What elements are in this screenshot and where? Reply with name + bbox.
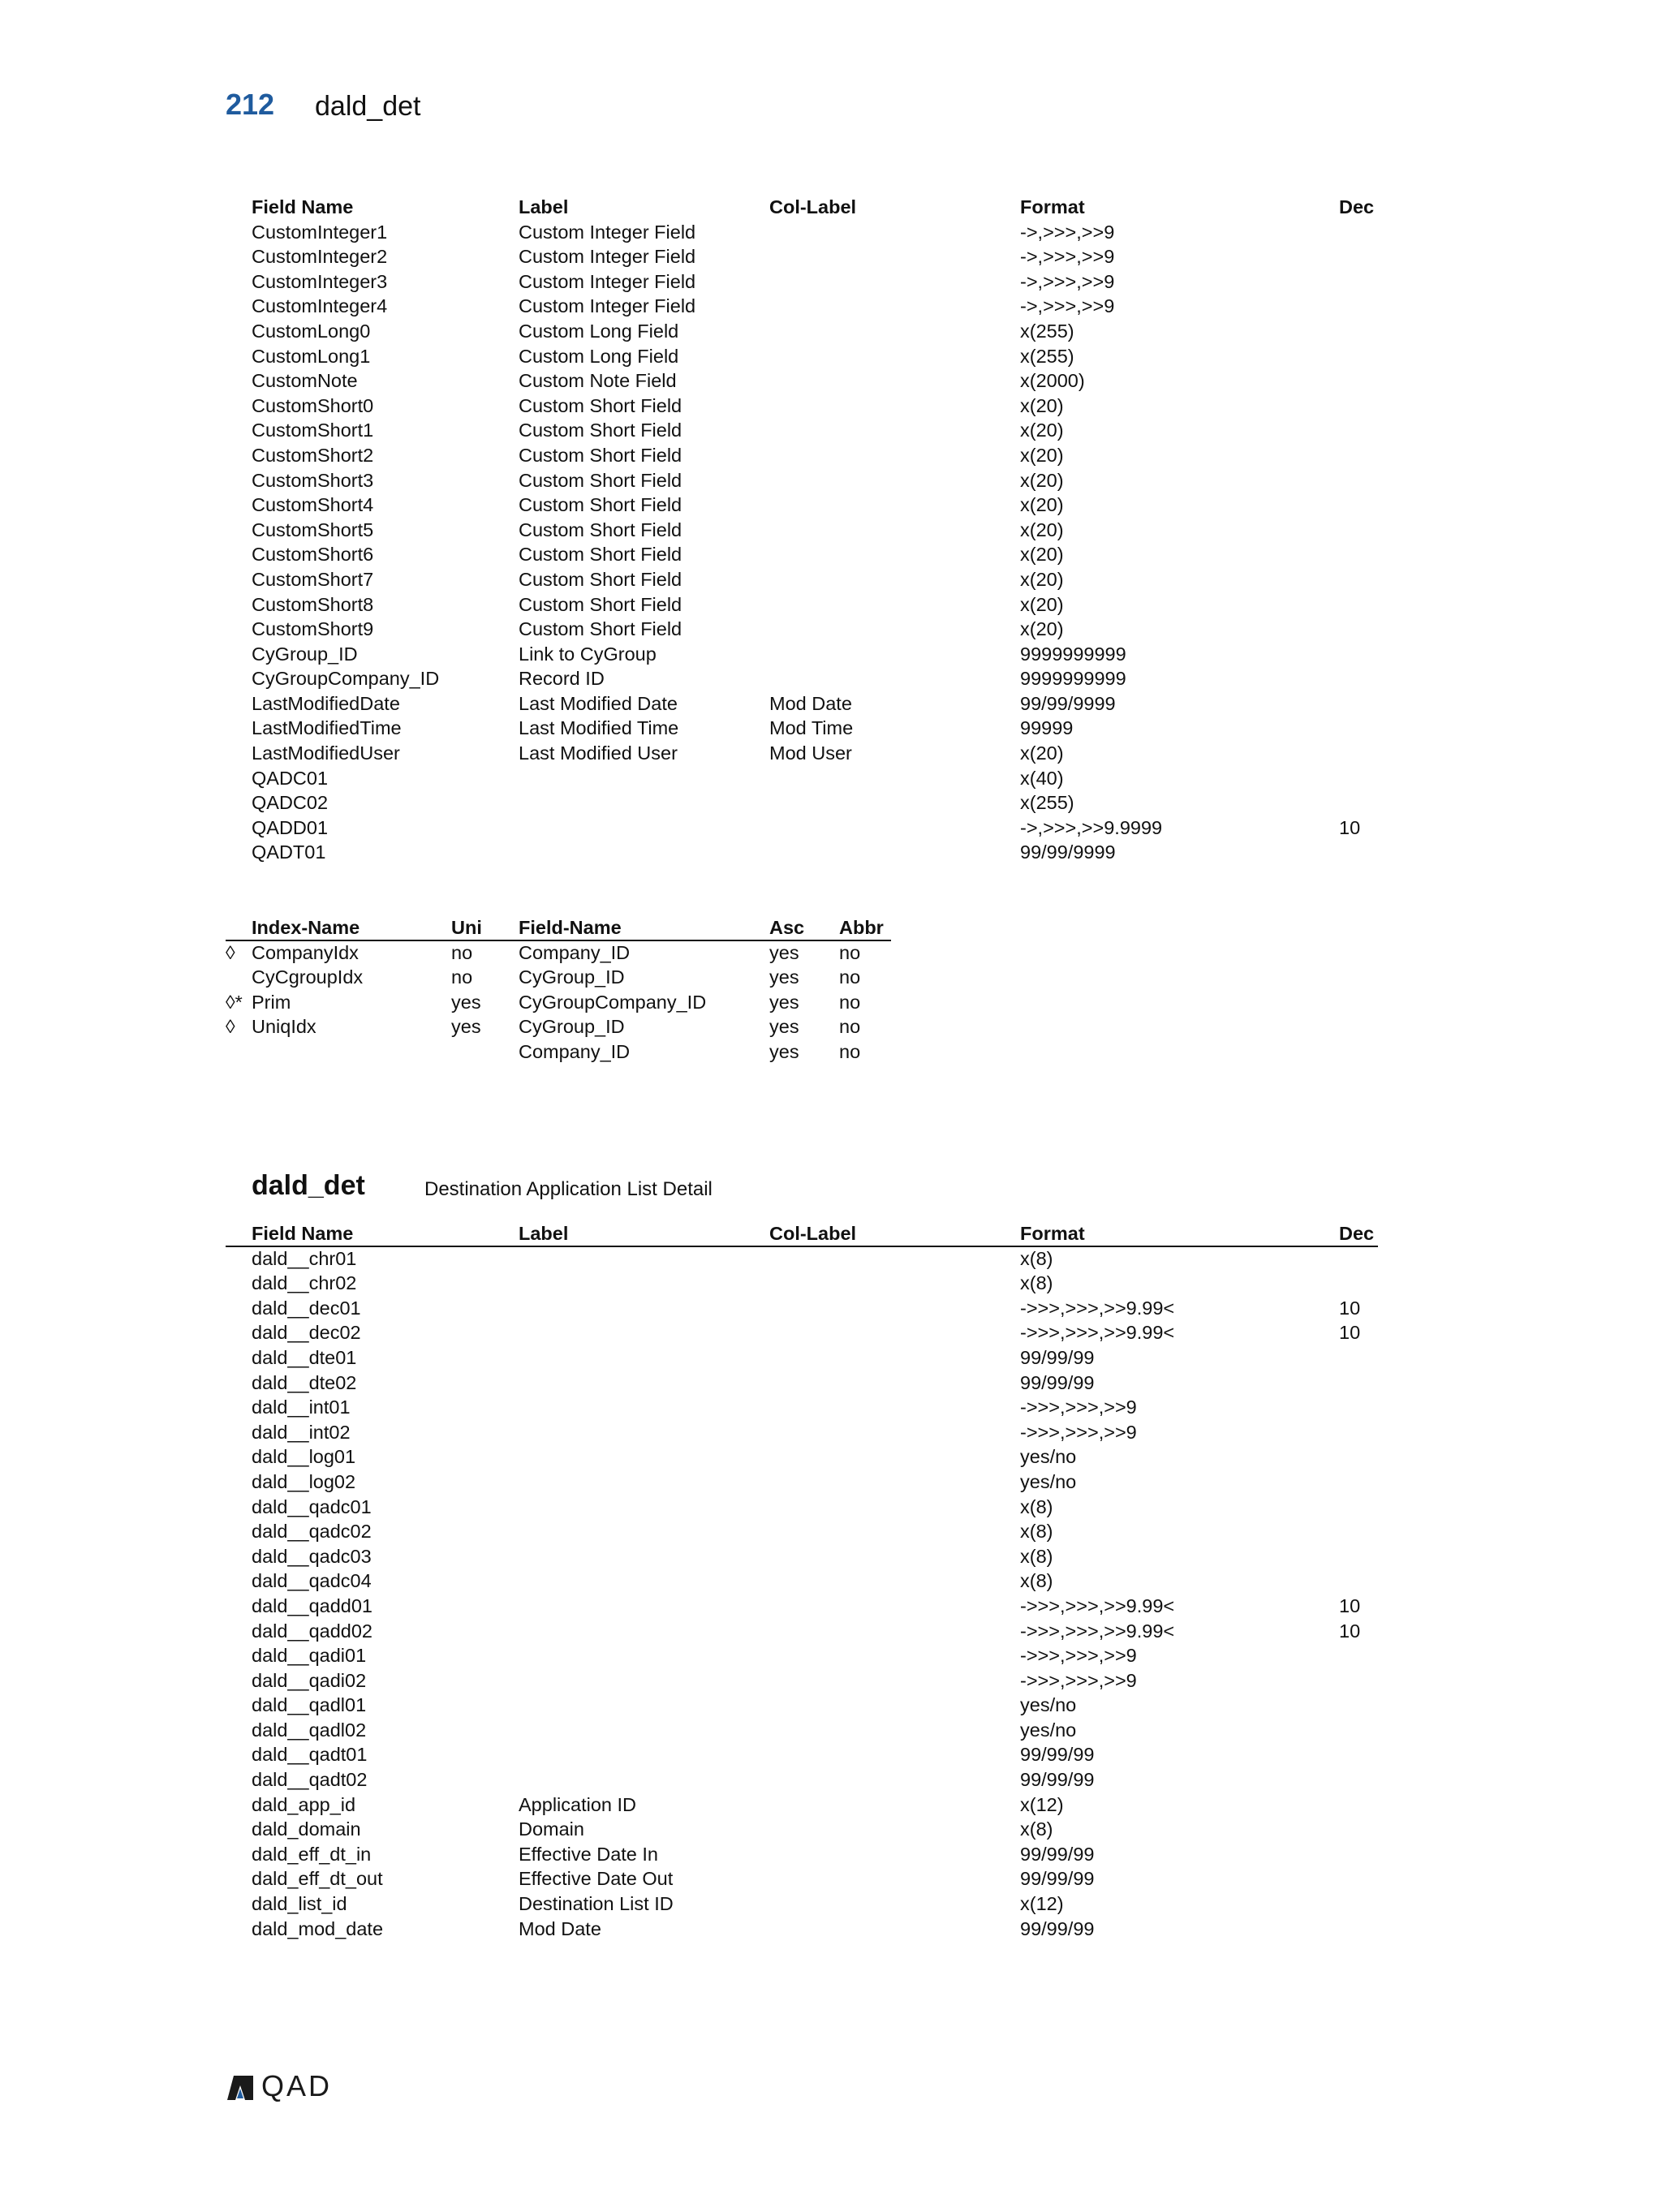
table-row xyxy=(226,741,1378,766)
label-cell: Custom Short Field xyxy=(519,618,682,640)
table-row xyxy=(226,642,1378,667)
format-cell: 99/99/99 xyxy=(1020,1371,1095,1393)
table-row xyxy=(226,468,1378,493)
table-row xyxy=(226,1792,1378,1818)
column-header-field-name: Field Name xyxy=(252,1223,354,1244)
table-row xyxy=(226,269,1378,295)
format-cell: yes/no xyxy=(1020,1446,1077,1468)
format-cell: x(20) xyxy=(1020,568,1064,590)
table-row xyxy=(226,1742,1378,1767)
table-row xyxy=(226,617,1378,642)
field-name-cell: CustomInteger4 xyxy=(252,295,388,317)
column-header-index-name: Index-Name xyxy=(252,917,360,938)
index-name-cell: Prim xyxy=(252,991,291,1013)
format-cell: x(20) xyxy=(1020,593,1064,615)
format-cell: yes/no xyxy=(1020,1470,1077,1492)
table-row xyxy=(226,1470,1378,1495)
field-name-cell: dald__qadl02 xyxy=(252,1719,367,1741)
column-header-format: Format xyxy=(1020,1223,1085,1244)
field-name-cell: QADC01 xyxy=(252,767,329,789)
label-cell: Link to CyGroup xyxy=(519,643,657,665)
format-cell: x(20) xyxy=(1020,742,1064,764)
format-cell: ->>>,>>>,>>9 xyxy=(1020,1645,1137,1667)
field-name-cell: dald__dec01 xyxy=(252,1297,361,1319)
format-cell: x(40) xyxy=(1020,767,1064,789)
header-row xyxy=(226,1221,1378,1246)
field-name-cell: dald__dec02 xyxy=(252,1322,361,1344)
field-name-cell: dald_domain xyxy=(252,1818,361,1840)
field-name-cell: CustomShort3 xyxy=(252,469,374,491)
table-row xyxy=(226,1320,1378,1345)
field-name-cell: CyGroup_ID xyxy=(519,1016,625,1038)
format-cell: x(20) xyxy=(1020,519,1064,540)
field-name-cell: Company_ID xyxy=(519,1040,631,1062)
format-cell: ->>>,>>>,>>9.99< xyxy=(1020,1620,1175,1642)
asc-cell: yes xyxy=(769,991,799,1013)
field-name-cell: CustomShort0 xyxy=(252,394,374,416)
table-row xyxy=(226,666,1378,691)
field-name-cell: dald__int01 xyxy=(252,1396,351,1418)
field-name-cell: QADT01 xyxy=(252,841,326,863)
table-row xyxy=(226,1246,1378,1272)
column-header-dec: Dec xyxy=(1339,196,1375,217)
format-cell: x(20) xyxy=(1020,544,1064,566)
table-row xyxy=(226,1420,1378,1445)
table-row xyxy=(226,1643,1378,1668)
field-name-cell: dald_list_id xyxy=(252,1893,347,1915)
index-name-cell: CompanyIdx xyxy=(252,941,359,963)
table-row xyxy=(226,766,1378,791)
field-name-cell: dald_app_id xyxy=(252,1793,356,1815)
index-row xyxy=(226,965,891,990)
table-row xyxy=(226,1619,1378,1644)
field-name-cell: dald__qadc04 xyxy=(252,1570,372,1592)
dec-cell: 10 xyxy=(1339,1297,1361,1319)
label-cell: Custom Integer Field xyxy=(519,246,696,268)
table-row xyxy=(226,1767,1378,1792)
field-name-cell: CustomInteger3 xyxy=(252,270,388,292)
table-row xyxy=(226,244,1378,269)
index-marker-cell: ◊ xyxy=(226,1016,235,1038)
label-cell: Mod Date xyxy=(519,1917,601,1939)
format-cell: 99/99/99 xyxy=(1020,1917,1095,1939)
label-cell: Custom Integer Field xyxy=(519,295,696,317)
table-title xyxy=(252,1170,713,1202)
table-row xyxy=(226,1495,1378,1520)
column-header-asc: Asc xyxy=(769,917,805,938)
field-name-cell: CustomShort9 xyxy=(252,618,374,640)
field-name-cell: CustomShort7 xyxy=(252,568,374,590)
format-cell: x(8) xyxy=(1020,1818,1053,1840)
index-name-cell: UniqIdx xyxy=(252,1016,316,1038)
asc-cell: yes xyxy=(769,1040,799,1062)
field-name-cell: dald__qadt01 xyxy=(252,1744,368,1766)
index-name-cell: CyCgroupIdx xyxy=(252,966,364,988)
col-label-cell: Mod Time xyxy=(769,717,854,739)
label-cell: Domain xyxy=(519,1818,584,1840)
label-cell: Custom Short Field xyxy=(519,469,682,491)
format-cell: x(8) xyxy=(1020,1272,1053,1294)
field-name-cell: dald__chr02 xyxy=(252,1272,357,1294)
format-cell: yes/no xyxy=(1020,1719,1077,1741)
label-cell: Custom Short Field xyxy=(519,394,682,416)
table-row xyxy=(226,1271,1378,1296)
field-name-cell: CustomShort5 xyxy=(252,519,374,540)
table-row xyxy=(226,790,1378,816)
format-cell: x(255) xyxy=(1020,792,1074,814)
format-cell: 9999999999 xyxy=(1020,643,1126,665)
field-name-cell: dald_eff_dt_out xyxy=(252,1868,383,1890)
label-cell: Custom Note Field xyxy=(519,370,677,392)
table-row xyxy=(226,1594,1378,1619)
column-header-label: Label xyxy=(519,196,569,217)
field-name-cell: dald__qadi02 xyxy=(252,1669,367,1691)
column-header-label: Label xyxy=(519,1223,569,1244)
page-number: 212 xyxy=(226,88,275,121)
format-cell: 99/99/99 xyxy=(1020,1843,1095,1865)
field-name-cell: dald__dte02 xyxy=(252,1371,357,1393)
table-description: Destination Application List Detail xyxy=(424,1178,713,1200)
label-cell: Last Modified User xyxy=(519,742,678,764)
format-cell: x(8) xyxy=(1020,1247,1053,1269)
field-table-dald-det xyxy=(226,1221,1378,1941)
field-name-cell: CustomShort8 xyxy=(252,593,374,615)
format-cell: x(12) xyxy=(1020,1893,1064,1915)
col-label-cell: Mod User xyxy=(769,742,852,764)
label-cell: Custom Short Field xyxy=(519,519,682,540)
field-name-cell: LastModifiedDate xyxy=(252,692,400,714)
table-row xyxy=(226,294,1378,319)
table-row xyxy=(226,220,1378,245)
format-cell: ->,>>>,>>9 xyxy=(1020,246,1115,268)
table-row xyxy=(226,1569,1378,1594)
dec-cell: 10 xyxy=(1339,816,1361,838)
asc-cell: yes xyxy=(769,1016,799,1038)
label-cell: Record ID xyxy=(519,668,605,690)
field-name-cell: CyGroupCompany_ID xyxy=(519,991,707,1013)
label-cell: Custom Short Field xyxy=(519,593,682,615)
table-row xyxy=(226,394,1378,419)
format-cell: ->>>,>>>,>>9.99< xyxy=(1020,1594,1175,1616)
field-name-cell: QADD01 xyxy=(252,816,329,838)
asc-cell: yes xyxy=(769,966,799,988)
field-name-cell: CustomLong0 xyxy=(252,320,371,342)
table-row xyxy=(226,542,1378,567)
label-cell: Custom Integer Field xyxy=(519,221,696,243)
index-marker-cell: ◊* xyxy=(226,991,243,1013)
format-cell: 99/99/99 xyxy=(1020,1346,1095,1368)
table-row xyxy=(226,1345,1378,1371)
format-cell: x(8) xyxy=(1020,1570,1053,1592)
field-name-cell: dald__qadd02 xyxy=(252,1620,372,1642)
qad-logo-icon xyxy=(226,2074,255,2102)
format-cell: x(2000) xyxy=(1020,370,1085,392)
label-cell: Custom Integer Field xyxy=(519,270,696,292)
format-cell: ->>>,>>>,>>9.99< xyxy=(1020,1322,1175,1344)
format-cell: 99/99/9999 xyxy=(1020,841,1116,863)
field-name-cell: dald__log02 xyxy=(252,1470,356,1492)
field-name-cell: Company_ID xyxy=(519,941,631,963)
header-row xyxy=(226,195,1378,220)
table-row xyxy=(226,493,1378,518)
table-row xyxy=(226,1668,1378,1693)
index-row xyxy=(226,990,891,1015)
field-name-cell: dald__qadc02 xyxy=(252,1521,372,1543)
table-row xyxy=(226,1817,1378,1842)
format-cell: x(255) xyxy=(1020,320,1074,342)
qad-logo-text: QAD xyxy=(261,2069,333,2102)
table-row xyxy=(226,1519,1378,1544)
table-row xyxy=(226,368,1378,394)
uni-cell: yes xyxy=(451,1016,481,1038)
field-name-cell: dald__qadl01 xyxy=(252,1694,367,1716)
dec-cell: 10 xyxy=(1339,1594,1361,1616)
table-row xyxy=(226,418,1378,443)
field-name-cell: dald__dte01 xyxy=(252,1346,357,1368)
abbr-cell: no xyxy=(839,966,861,988)
table-row xyxy=(226,816,1378,841)
abbr-cell: no xyxy=(839,941,861,963)
label-cell: Custom Long Field xyxy=(519,345,679,367)
field-name-cell: dald__log01 xyxy=(252,1446,356,1468)
format-cell: x(8) xyxy=(1020,1545,1053,1567)
asc-cell: yes xyxy=(769,941,799,963)
table-row xyxy=(226,1891,1378,1917)
column-header-dec: Dec xyxy=(1339,1223,1375,1244)
column-header-format: Format xyxy=(1020,196,1085,217)
index-marker-cell: ◊ xyxy=(226,941,235,963)
abbr-cell: no xyxy=(839,991,861,1013)
field-name-cell: CustomNote xyxy=(252,370,358,392)
label-cell: Custom Short Field xyxy=(519,544,682,566)
label-cell: Custom Short Field xyxy=(519,420,682,441)
index-row xyxy=(226,1014,891,1039)
table-row xyxy=(226,1544,1378,1569)
field-name-cell: LastModifiedUser xyxy=(252,742,400,764)
format-cell: 99/99/99 xyxy=(1020,1769,1095,1791)
table-row xyxy=(226,716,1378,741)
field-name-cell: CyGroup_ID xyxy=(519,966,625,988)
table-row xyxy=(226,1371,1378,1396)
col-label-cell: Mod Date xyxy=(769,692,852,714)
table-row xyxy=(226,344,1378,369)
field-name-cell: QADC02 xyxy=(252,792,329,814)
field-name-cell: CustomLong1 xyxy=(252,345,371,367)
index-header-row xyxy=(226,915,891,940)
format-cell: ->,>>>,>>9 xyxy=(1020,270,1115,292)
dec-cell: 10 xyxy=(1339,1620,1361,1642)
label-cell: Custom Short Field xyxy=(519,568,682,590)
field-name-cell: CustomShort6 xyxy=(252,544,374,566)
format-cell: x(12) xyxy=(1020,1793,1064,1815)
field-table-continued xyxy=(226,195,1378,865)
index-row xyxy=(226,940,891,966)
column-header-abbr: Abbr xyxy=(839,917,884,938)
column-header-field-name: Field Name xyxy=(252,196,354,217)
format-cell: yes/no xyxy=(1020,1694,1077,1716)
table-row xyxy=(226,443,1378,468)
table-row xyxy=(226,1444,1378,1470)
format-cell: ->>>,>>>,>>9 xyxy=(1020,1421,1137,1443)
table-row xyxy=(226,1693,1378,1718)
field-name-cell: CustomShort4 xyxy=(252,494,374,516)
field-name-cell: CustomInteger2 xyxy=(252,246,388,268)
format-cell: 99/99/9999 xyxy=(1020,692,1116,714)
field-name-cell: dald__chr01 xyxy=(252,1247,357,1269)
format-cell: ->,>>>,>>9.9999 xyxy=(1020,816,1163,838)
field-name-cell: dald__qadt02 xyxy=(252,1769,368,1791)
format-cell: 99999 xyxy=(1020,717,1074,739)
format-cell: 99/99/99 xyxy=(1020,1868,1095,1890)
label-cell: Destination List ID xyxy=(519,1893,674,1915)
uni-cell: yes xyxy=(451,991,481,1013)
field-name-cell: dald__qadd01 xyxy=(252,1594,372,1616)
format-cell: ->,>>>,>>9 xyxy=(1020,221,1115,243)
table-row xyxy=(226,1842,1378,1867)
field-name-cell: dald_eff_dt_in xyxy=(252,1843,372,1865)
table-row xyxy=(226,567,1378,592)
label-cell: Custom Long Field xyxy=(519,320,679,342)
field-name-cell: CustomShort1 xyxy=(252,420,374,441)
index-row xyxy=(226,1039,891,1065)
table-row xyxy=(226,1917,1378,1942)
uni-cell: no xyxy=(451,966,473,988)
table-row xyxy=(226,1296,1378,1321)
format-cell: x(20) xyxy=(1020,444,1064,466)
label-cell: Last Modified Date xyxy=(519,692,678,714)
field-name-cell: dald__qadc03 xyxy=(252,1545,372,1567)
field-name-cell: CustomShort2 xyxy=(252,444,374,466)
table-row xyxy=(226,1866,1378,1891)
field-name-cell: dald_mod_date xyxy=(252,1917,384,1939)
format-cell: x(255) xyxy=(1020,345,1074,367)
table-row xyxy=(226,319,1378,344)
abbr-cell: no xyxy=(839,1016,861,1038)
field-name-cell: LastModifiedTime xyxy=(252,717,402,739)
table-row xyxy=(226,1395,1378,1420)
format-cell: ->>>,>>>,>>9.99< xyxy=(1020,1297,1175,1319)
field-name-cell: dald__qadc01 xyxy=(252,1495,372,1517)
table-row xyxy=(226,840,1378,865)
column-header-uni: Uni xyxy=(451,917,482,938)
column-header-field-name: Field-Name xyxy=(519,917,622,938)
format-cell: x(8) xyxy=(1020,1521,1053,1543)
format-cell: x(20) xyxy=(1020,469,1064,491)
index-table xyxy=(226,915,891,1065)
format-cell: ->>>,>>>,>>9 xyxy=(1020,1669,1137,1691)
field-name-cell: CyGroup_ID xyxy=(252,643,358,665)
column-header-col-label: Col-Label xyxy=(769,196,857,217)
field-name-cell: dald__qadi01 xyxy=(252,1645,367,1667)
table-row xyxy=(226,1718,1378,1743)
field-name-cell: CustomInteger1 xyxy=(252,221,388,243)
running-title: dald_det xyxy=(315,91,421,122)
format-cell: 9999999999 xyxy=(1020,668,1126,690)
dec-cell: 10 xyxy=(1339,1322,1361,1344)
table-row xyxy=(226,518,1378,543)
format-cell: x(20) xyxy=(1020,618,1064,640)
label-cell: Custom Short Field xyxy=(519,494,682,516)
label-cell: Effective Date Out xyxy=(519,1868,674,1890)
column-header-col-label: Col-Label xyxy=(769,1223,857,1244)
label-cell: Custom Short Field xyxy=(519,444,682,466)
label-cell: Application ID xyxy=(519,1793,636,1815)
table-name: dald_det xyxy=(252,1170,365,1201)
format-cell: x(20) xyxy=(1020,420,1064,441)
label-cell: Last Modified Time xyxy=(519,717,679,739)
format-cell: 99/99/99 xyxy=(1020,1744,1095,1766)
format-cell: ->>>,>>>,>>9 xyxy=(1020,1396,1137,1418)
field-name-cell: CyGroupCompany_ID xyxy=(252,668,440,690)
abbr-cell: no xyxy=(839,1040,861,1062)
field-name-cell: dald__int02 xyxy=(252,1421,351,1443)
format-cell: x(20) xyxy=(1020,494,1064,516)
label-cell: Effective Date In xyxy=(519,1843,658,1865)
format-cell: ->,>>>,>>9 xyxy=(1020,295,1115,317)
table-row xyxy=(226,592,1378,618)
format-cell: x(8) xyxy=(1020,1495,1053,1517)
table-row xyxy=(226,691,1378,717)
format-cell: x(20) xyxy=(1020,394,1064,416)
uni-cell: no xyxy=(451,941,473,963)
